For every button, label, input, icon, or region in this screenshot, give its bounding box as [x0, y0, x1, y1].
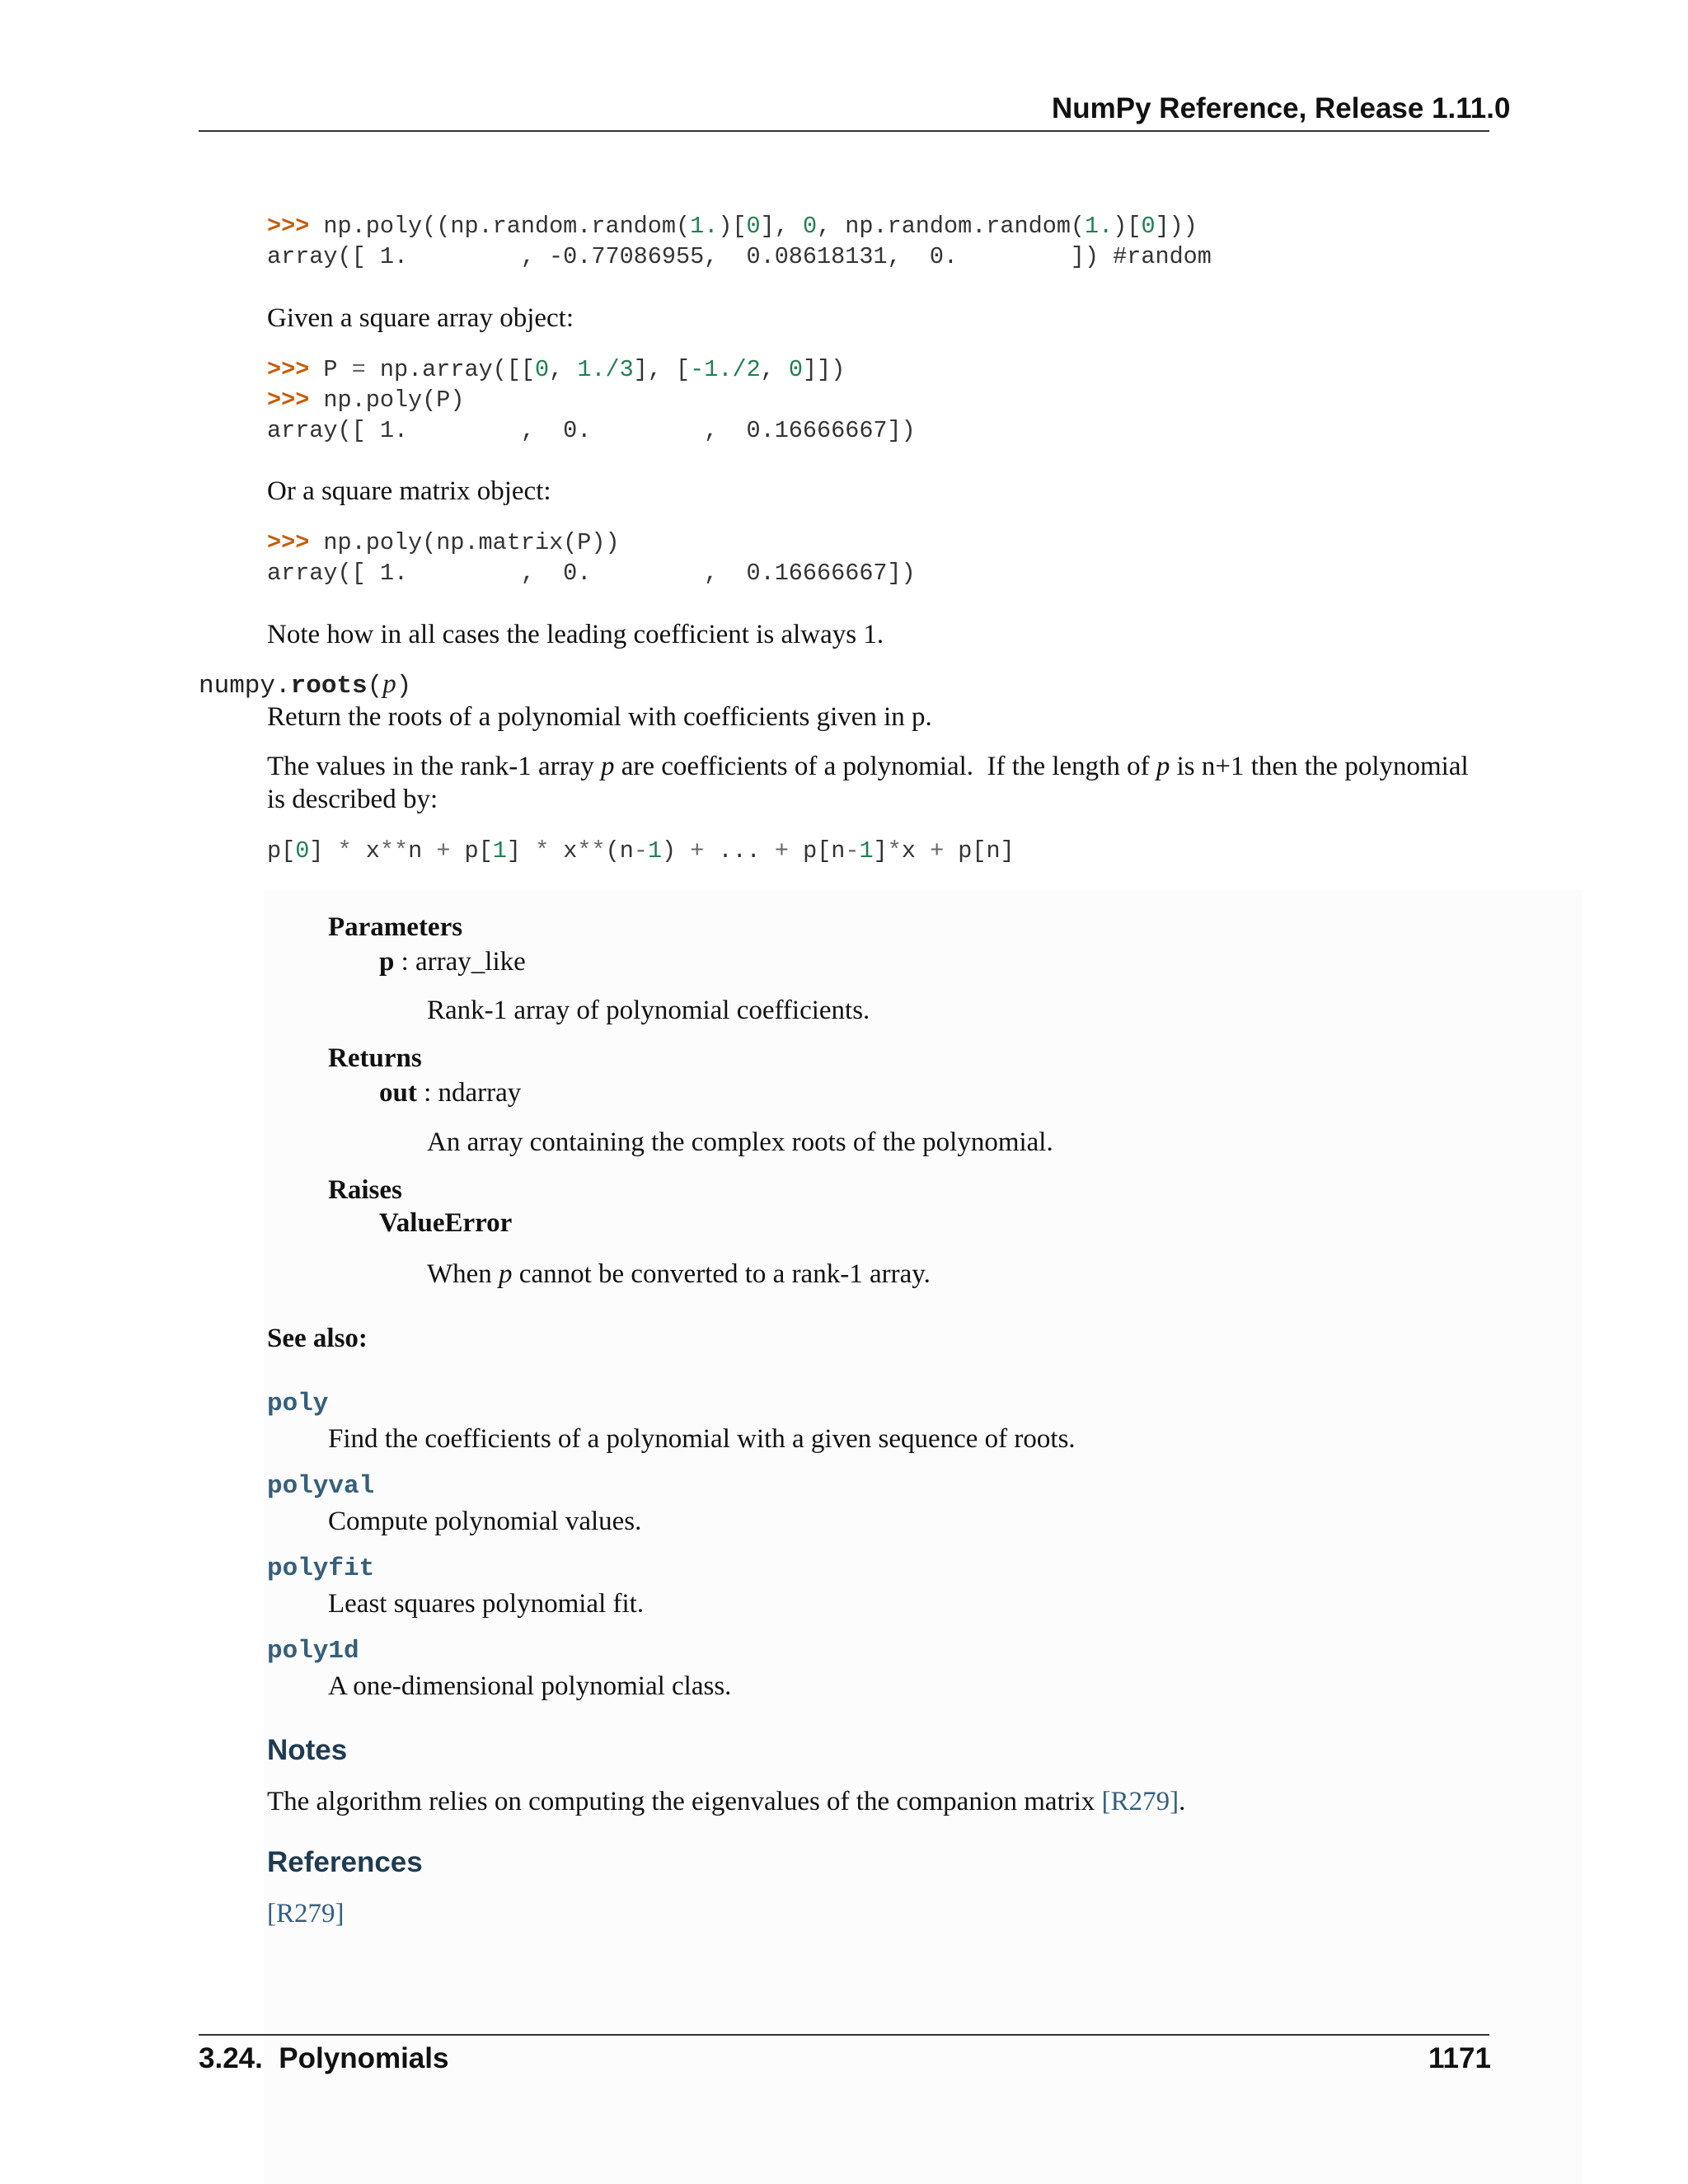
param-entry	[379, 945, 526, 978]
code-token: ]	[506, 837, 536, 865]
code-operator: *	[887, 837, 902, 865]
see-also-link-polyval[interactable]: polyval	[267, 1472, 375, 1501]
code-number: 1.	[1085, 213, 1114, 240]
code-prompt: >>>	[267, 387, 310, 414]
code-number: 0	[295, 837, 310, 865]
code-token: (n	[605, 837, 634, 865]
code-token: ...	[704, 837, 775, 865]
returns-label: Returns	[328, 1043, 422, 1073]
field-separator: :	[394, 947, 416, 977]
code-number: 1	[859, 837, 874, 865]
code-token: )[	[718, 213, 747, 240]
description-line	[267, 750, 1469, 783]
raise-description	[427, 1258, 931, 1291]
code-token: x	[901, 837, 931, 865]
code-operator: +	[774, 837, 789, 865]
param-ref: p	[499, 1259, 513, 1289]
code-operator: -	[845, 837, 860, 865]
code-number: 0	[534, 356, 550, 383]
code-line	[267, 354, 845, 385]
code-token: ]))	[1155, 213, 1198, 240]
text-run: are coefficients of a polynomial. If the length of	[614, 752, 1156, 781]
footer-rule	[199, 2034, 1489, 2036]
code-output: array([ 1. , -0.77086955, 0.08618131, 0. ]) #random	[267, 243, 1212, 270]
function-summary: Return the roots of a polynomial with coefficients given in p.	[267, 702, 932, 732]
code-prompt: >>>	[267, 356, 310, 383]
page-number: 1171	[1428, 2042, 1491, 2074]
code-token: , np.random.random(	[817, 213, 1085, 240]
see-also-desc: Compute polynomial values.	[328, 1507, 642, 1536]
reference-link[interactable]: [R279]	[267, 1899, 345, 1929]
code-token: p[n	[789, 837, 846, 865]
code-number: 1	[492, 837, 507, 865]
description-line: is described by:	[267, 785, 438, 814]
param-type: array_like	[415, 947, 526, 977]
field-separator: :	[416, 1078, 438, 1108]
code-token: P	[323, 356, 352, 383]
code-line	[267, 527, 620, 558]
code-operator: **	[379, 837, 409, 865]
running-header-title: NumPy Reference, Release 1.11.0	[1052, 92, 1511, 124]
code-number: -1./2	[690, 356, 761, 383]
code-number: 1./3	[577, 356, 634, 383]
code-token: ]	[873, 837, 888, 865]
code-token: np.poly(P)	[323, 387, 465, 414]
return-type: ndarray	[438, 1078, 522, 1108]
code-token: p[	[267, 837, 296, 865]
code-token: )	[662, 837, 691, 865]
code-token: ],	[760, 213, 803, 240]
code-token: ], [	[633, 356, 691, 383]
return-entry	[379, 1076, 521, 1109]
text-run: is n+1 then the polynomial	[1170, 752, 1469, 781]
code-prompt: >>>	[267, 529, 310, 556]
code-prompt: >>>	[267, 213, 310, 240]
param-name: p	[379, 947, 395, 977]
code-operator: +	[436, 837, 451, 865]
code-number: 0	[1141, 213, 1156, 240]
function-signature	[199, 669, 411, 701]
paragraph: Or a square matrix object:	[267, 476, 551, 506]
param-ref: p	[1156, 752, 1170, 781]
code-number: 0	[746, 213, 761, 240]
see-also-link-polyfit[interactable]: polyfit	[267, 1554, 375, 1583]
param-description: Rank-1 array of polynomial coefficients.	[427, 996, 870, 1025]
code-token: np.array([[	[365, 356, 535, 383]
code-token: p[	[450, 837, 493, 865]
code-line	[267, 211, 1198, 241]
see-also-desc: A one-dimensional polynomial class.	[328, 1671, 732, 1701]
paragraph: Note how in all cases the leading coefficient is always 1.	[267, 620, 884, 649]
code-output: array([ 1. , 0. , 0.16666667])	[267, 417, 916, 444]
code-token: ]])	[803, 356, 846, 383]
code-number: 1	[647, 837, 663, 865]
signature-paren: (	[367, 672, 383, 701]
code-token: ,	[760, 356, 789, 383]
code-operator: +	[690, 837, 705, 865]
return-name: out	[379, 1078, 417, 1108]
see-also-desc: Find the coefficients of a polynomial with a given sequence of roots.	[328, 1424, 1076, 1454]
text-run: When	[427, 1259, 499, 1289]
see-also-label: See also:	[267, 1324, 368, 1353]
notes-text	[267, 1785, 1185, 1818]
code-token: np.poly((np.random.random(	[323, 213, 691, 240]
text-run: cannot be converted to a rank-1 array.	[512, 1259, 931, 1289]
code-token: n	[408, 837, 437, 865]
footer-section-title: 3.24. Polynomials	[199, 2042, 449, 2074]
code-token: np.poly(np.matrix(P))	[323, 529, 620, 556]
code-token: ]	[309, 837, 338, 865]
return-description: An array containing the complex roots of the polynomial.	[427, 1127, 1053, 1157]
formula	[267, 836, 1015, 866]
text-run: The values in the rank-1 array	[267, 752, 601, 781]
signature-arg: p	[382, 669, 396, 699]
code-token: p[n]	[944, 837, 1015, 865]
header-rule	[199, 130, 1489, 132]
code-line	[267, 385, 464, 415]
code-operator: *	[535, 837, 550, 865]
see-also-link-poly1d[interactable]: poly1d	[267, 1637, 359, 1666]
see-also-desc: Least squares polynomial fit.	[328, 1589, 645, 1619]
signature-module: numpy.	[199, 672, 291, 701]
code-number: 1.	[690, 213, 719, 240]
signature-paren: )	[396, 672, 412, 701]
see-also-link-poly[interactable]: poly	[267, 1390, 329, 1418]
code-operator: +	[930, 837, 945, 865]
signature-name: roots	[290, 672, 368, 701]
param-ref: p	[601, 752, 615, 781]
text-run: .	[1179, 1787, 1186, 1816]
code-number: 0	[788, 356, 803, 383]
references-heading: References	[267, 1846, 423, 1878]
code-token: ,	[549, 356, 578, 383]
code-operator: -	[633, 837, 648, 865]
code-operator: *	[337, 837, 352, 865]
code-operator: **	[577, 837, 606, 865]
code-token: x	[549, 837, 578, 865]
notes-heading: Notes	[267, 1734, 348, 1766]
code-operator: =	[351, 356, 366, 383]
text-run: The algorithm relies on computing the eigenvalues of the companion matrix	[267, 1787, 1102, 1816]
paragraph: Given a square array object:	[267, 303, 574, 333]
code-token: x	[351, 837, 380, 865]
code-number: 0	[802, 213, 818, 240]
parameters-label: Parameters	[328, 912, 463, 942]
code-token: )[	[1113, 213, 1142, 240]
code-output: array([ 1. , 0. , 0.16666667])	[267, 560, 916, 587]
raise-name: ValueError	[379, 1208, 513, 1238]
citation-link[interactable]: [R279]	[1101, 1787, 1179, 1816]
raises-label: Raises	[328, 1175, 402, 1205]
